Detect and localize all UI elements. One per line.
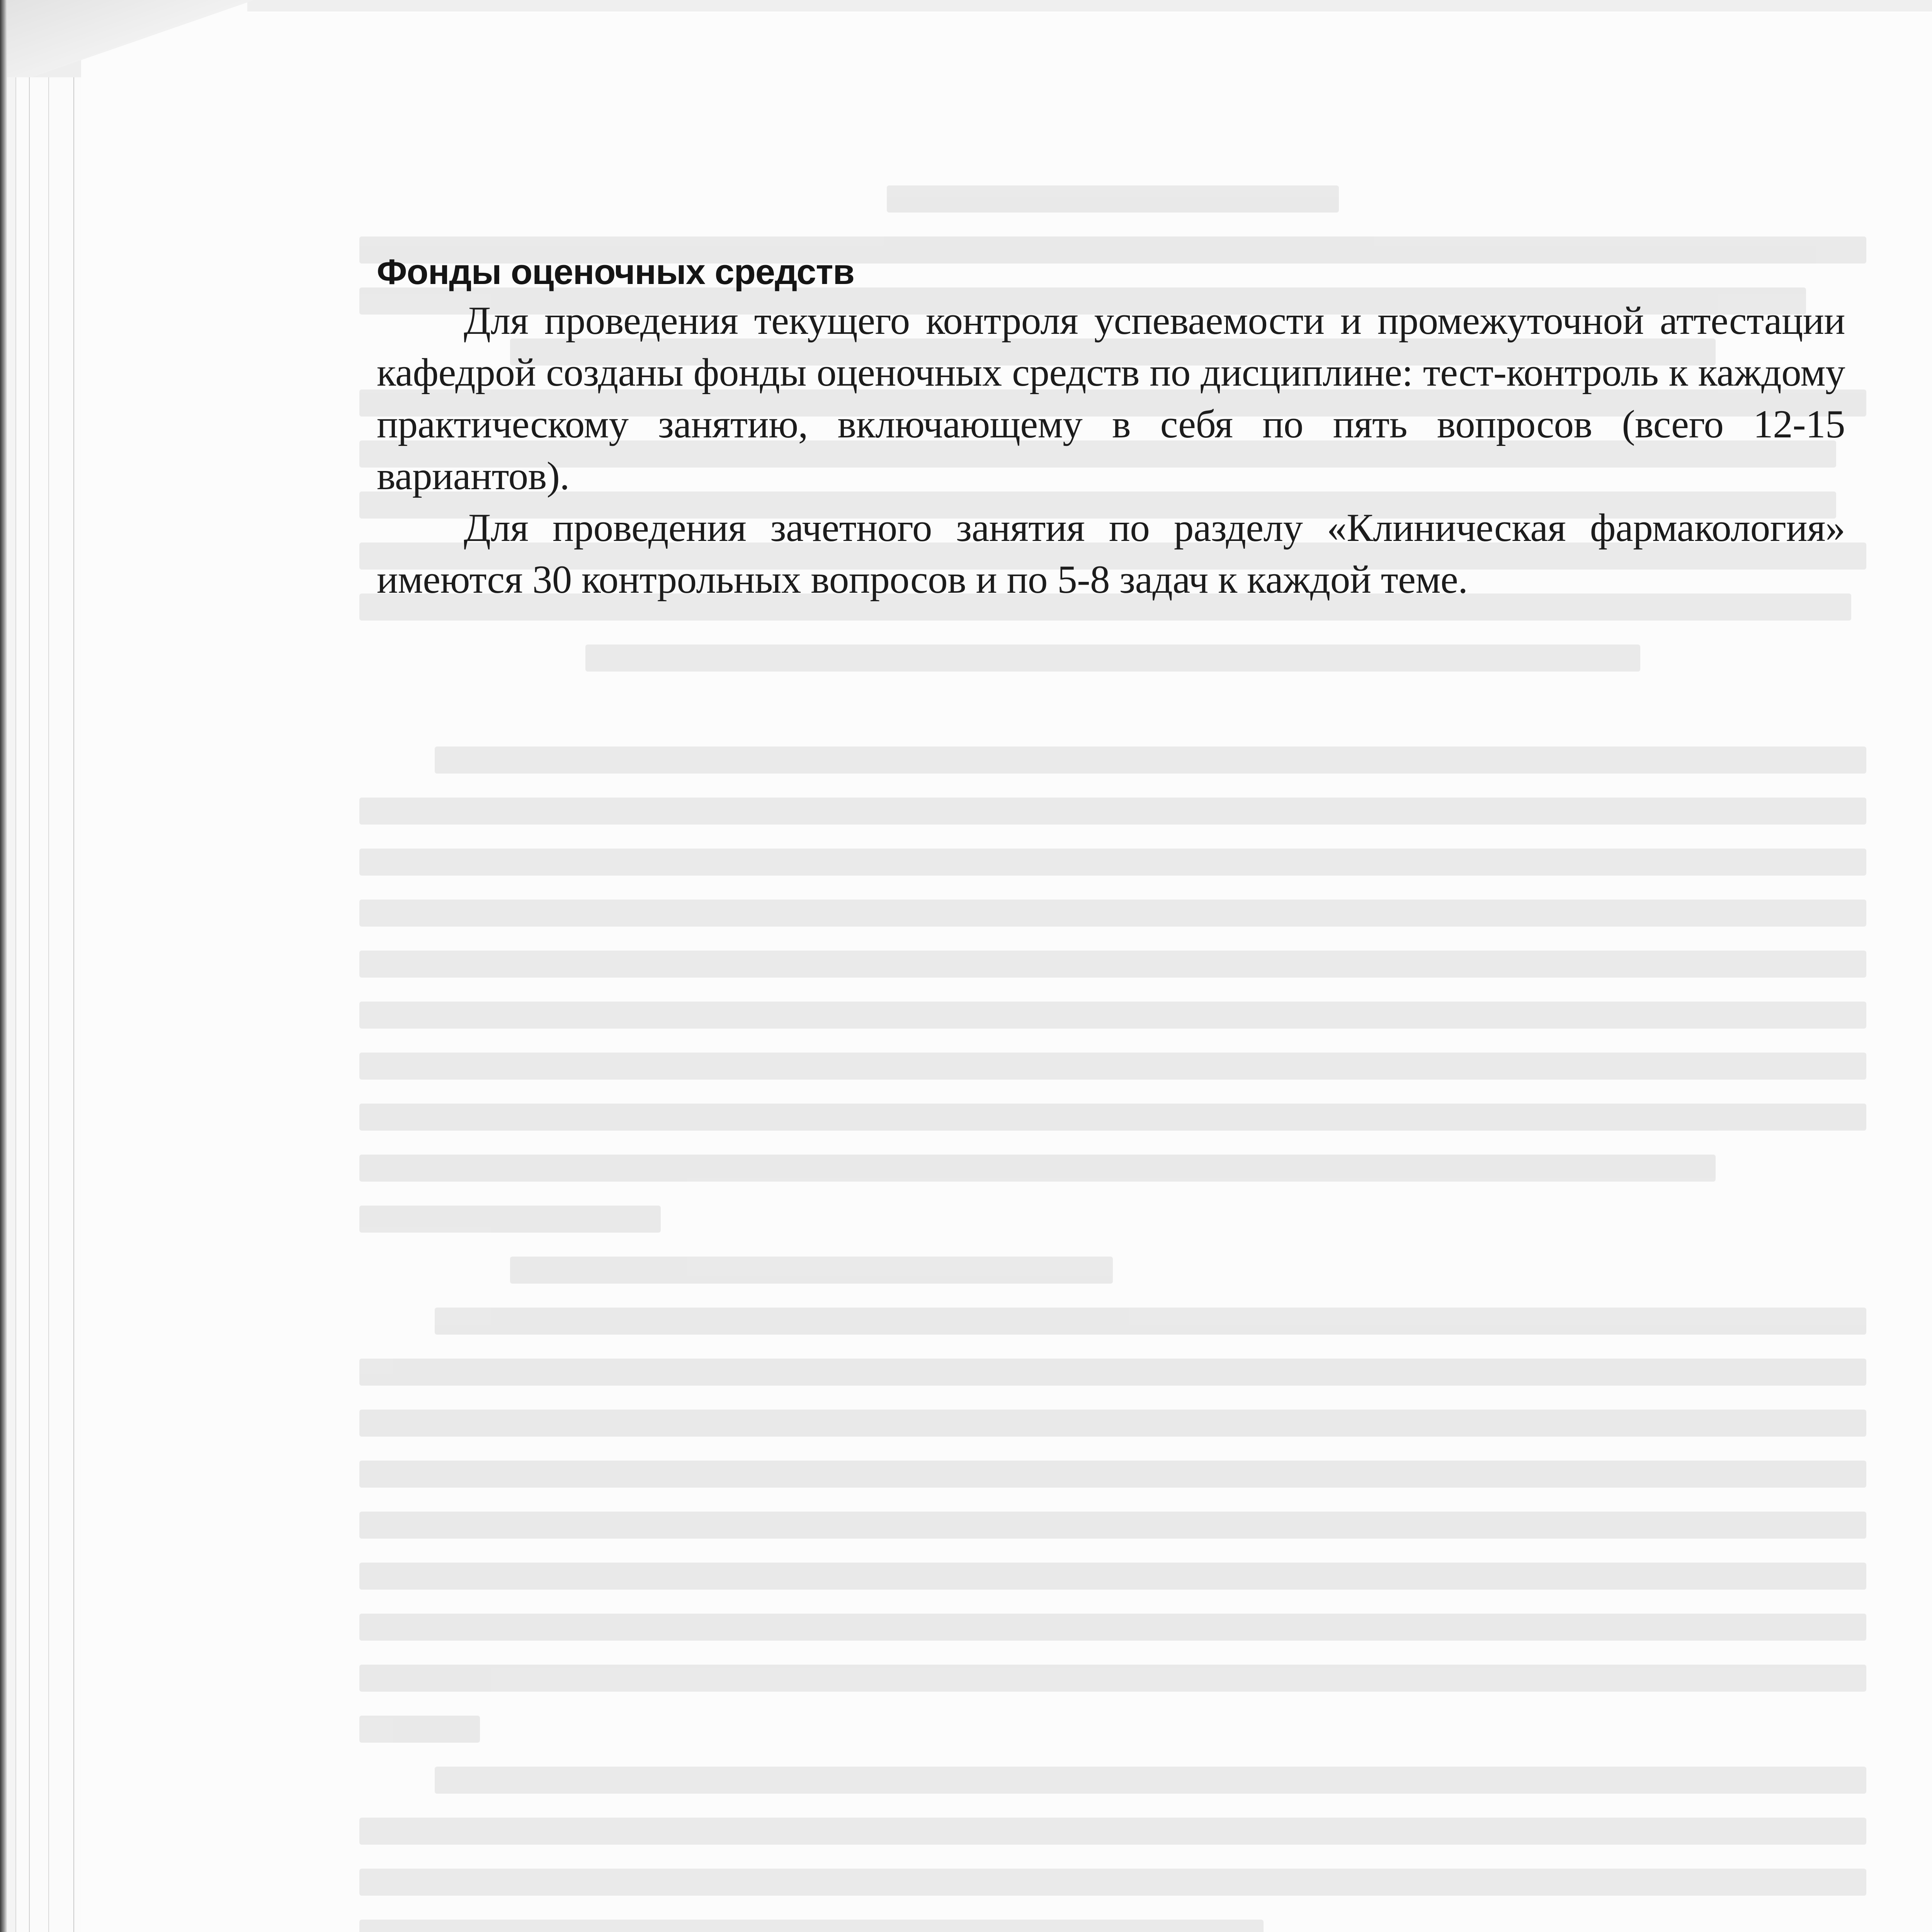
paragraph: Для проведения текущего контроля успеваемости и промежуточной аттестации кафедрой созданы фонды оценочных средств по дисциплине: тест-контроль к каждому практическому занятию, включающему в себя по пять вопросов (всего 12-15 вариантов). [377, 299, 1845, 498]
document-body [377, 249, 1845, 605]
section-heading: Фонды оценочных средств [377, 252, 854, 292]
paragraph: Для проведения зачетного занятия по разделу «Клиническая фармакология» имеются 30 контрольных вопросов и по 5-8 задач к каждой теме. [377, 506, 1845, 602]
scanner-edge [0, 0, 7, 1932]
page-top-strip [247, 0, 1932, 12]
